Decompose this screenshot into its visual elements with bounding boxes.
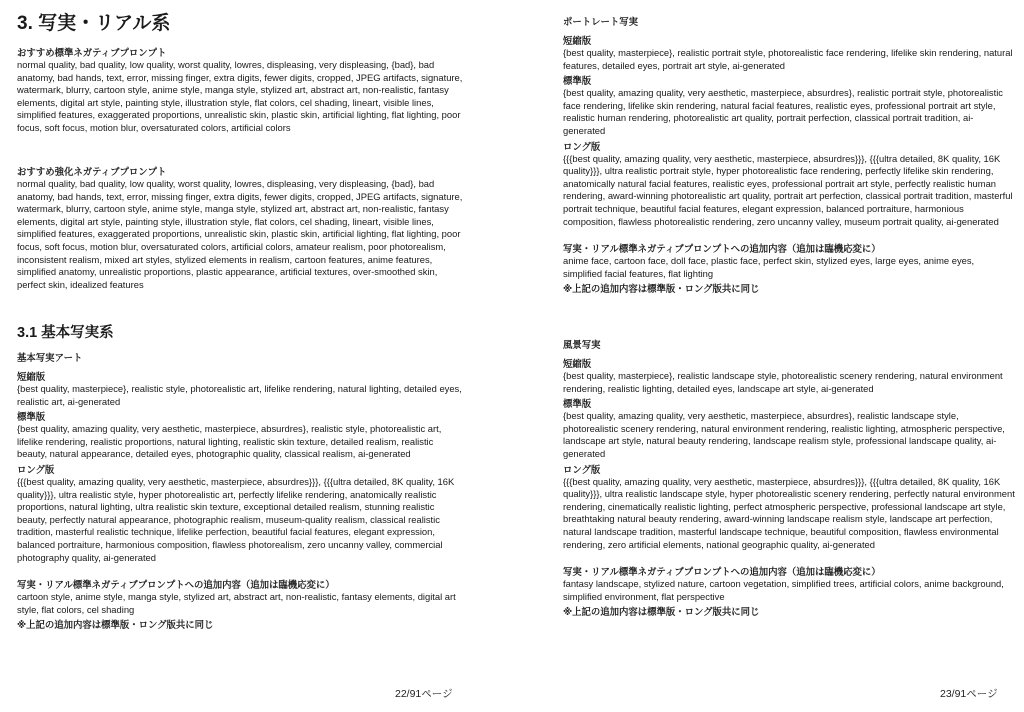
- short-version-text: {best quality, masterpiece}, realistic landscape style, photorealistic scenery rendering, natural environment rendering, realistic lighting, detailed eyes, landscape art style, ai-generated: [563, 370, 1003, 394]
- long-version-text: {{{best quality, amazing quality, very aesthetic, masterpiece, absurdres}}}, {{{ultra detailed, 8K quality, 16K quality}}}, ultra realistic landscape style, hyper photorealistic scenery rendering, perfectly natural environment rendering, cinematically realistic lighting, perfect atmospheric perspective, professional landscape art style, breathtaking natural beauty rendering, award-winning landscape realism style, landscape art perfection, natural landscape tradition, masterful landscape technique, beautiful composition, flawless environmental rendering, zero artificial elements, national geographic quality, ai-generated: [563, 475, 1015, 550]
- standard-version-label: 標準版: [17, 411, 46, 423]
- landscape-realistic-section: [563, 338, 1015, 618]
- long-version-text: {{{best quality, amazing quality, very aesthetic, masterpiece, absurdres}}}, {{{ultra detailed, 8K quality, 16K quality}}}, ultra realistic portrait style, hyper photorealistic face rendering, perfectly lifelike skin rendering, anatomically natural facial features, realistic eyes, professional portrait art style, perfectly realistic human rendering, award-winning photorealistic art quality, portrait art perfection, classical portrait tradition, masterful portrait technique, beautiful facial features, elegant expression, balanced portraiture, harmonious composition, flawless photorealistic rendering, zero uncanny valley, museum portrait quality, ai-generated: [563, 152, 1013, 227]
- negative-prompt-text: normal quality, bad quality, low quality, worst quality, lowres, displeasing, very displeasing, {bad}, bad anatomy, bad hands, text, error, missing finger, extra digits, fewer digits, cropped, JPEG artifacts, signature, watermark, blurry, cartoon style, anime style, manga style, stylized art, abstract art, non-realistic, fantasy elements, digital art style, painting style, illustration style, flat colors, cel shading, lineart, visible lines, simplified features, exaggerated proportions, unrealistic skin, plastic skin, artificial lighting, flat lighting, poor focus, soft focus, motion blur, oversaturated colors, artificial colors, amateur realism, poor photorealism, inconsistent realism, mixed art styles, stylized elements in realism, cartoon features, anime features, simplified anatomy, unrealistic proportions, plastic appearance, artificial textures, over-smoothed skin, perfect skin, idealized features: [17, 178, 463, 290]
- short-version-text: {best quality, masterpiece}, realistic style, photorealistic art, lifelike rendering, natural lighting, detailed eyes, realistic art, ai-generated: [17, 383, 462, 407]
- negative-prompt-label: おすすめ標準ネガティブプロンプト: [17, 47, 167, 58]
- negative-addition-text: cartoon style, anime style, manga style, stylized art, abstract art, non-realistic, fantasy elements, digital art style, flat colors, cel shading: [17, 591, 456, 615]
- negative-addition-label: 写実・リアル標準ネガティブプロンプトへの追加内容（追加は臨機応変に）: [563, 566, 881, 578]
- short-version-text: {best quality, masterpiece}, realistic portrait style, photorealistic face rendering, lifelike skin rendering, natural features, detailed eyes, portrait art style, ai-generated: [563, 47, 1013, 71]
- negative-addition-text: anime face, cartoon face, doll face, plastic face, perfect skin, stylized eyes, large eyes, anime eyes, simplified facial features, flat lighting: [563, 255, 975, 279]
- long-version-label: ロング版: [563, 463, 601, 475]
- standard-version-text: {best quality, amazing quality, very aesthetic, masterpiece, absurdres}, realistic landscape style, photorealistic scenery rendering, natural environment rendering, realistic lighting, atmospheric perspective, landscape art style, natural beauty rendering, landscape realism style, professional landscape quality, ai-generated: [563, 410, 1005, 459]
- short-version-label: 短縮版: [563, 35, 592, 46]
- standard-version-text: {best quality, amazing quality, very aesthetic, masterpiece, absurdres}, realistic portrait style, photorealistic face rendering, lifelike skin rendering, natural facial features, realistic eyes, professional portrait art style, realistic human rendering, photorealistic art quality, portrait perfection, classical portrait tradition, ai-generated: [563, 87, 1003, 136]
- negative-prompt-enhanced: [17, 165, 465, 293]
- standard-version-label: 標準版: [563, 398, 592, 410]
- long-version-label: ロング版: [563, 140, 601, 152]
- subsection-heading: 3.1 基本写実系: [17, 325, 114, 341]
- short-version-label: 短縮版: [563, 358, 592, 369]
- section-heading-group: [17, 12, 465, 36]
- style-title: 風景写実: [563, 339, 601, 350]
- section-heading: 3. 写実・リアル系: [17, 13, 171, 34]
- negative-prompt-label: おすすめ強化ネガティブプロンプト: [17, 166, 167, 177]
- negative-addition-label: 写実・リアル標準ネガティブプロンプトへの追加内容（追加は臨機応変に）: [563, 243, 881, 255]
- standard-version-text: {best quality, amazing quality, very aesthetic, masterpiece, absurdres}, realistic style, photorealistic art, lifelike rendering, realistic proportions, natural lighting, realistic skin texture, detailed realism, realistic beauty, natural appearance, detailed eyes, photographic quality, classical realism, ai-generated: [17, 423, 442, 460]
- note-text: ※上記の追加内容は標準版・ロング版共に同じ: [563, 283, 760, 295]
- page-number: 22/91ページ: [395, 688, 453, 700]
- basic-realistic-art-section: [17, 351, 465, 631]
- page-number: 23/91ページ: [940, 688, 998, 700]
- note-text: ※上記の追加内容は標準版・ロング版共に同じ: [17, 619, 214, 631]
- standard-version-label: 標準版: [563, 75, 592, 87]
- negative-prompt-text: normal quality, bad quality, low quality, worst quality, lowres, displeasing, very displeasing, {bad}, bad anatomy, bad hands, text, error, missing finger, extra digits, fewer digits, cropped, JPEG artifacts, signature, watermark, blurry, cartoon style, anime style, manga style, stylized art, abstract art, non-realistic, fantasy elements, digital art style, painting style, illustration style, flat colors, cel shading, lineart, visible lines, simplified features, exaggerated proportions, unrealistic skin, plastic skin, artificial lighting, flat lighting, poor focus, soft focus, motion blur, oversaturated colors, artificial colors: [17, 59, 463, 133]
- note-text: ※上記の追加内容は標準版・ロング版共に同じ: [563, 606, 760, 618]
- negative-addition-text: fantasy landscape, stylized nature, cartoon vegetation, simplified trees, artificial colors, anime background, simplified environment, flat perspective: [563, 578, 1004, 602]
- negative-prompt-standard: [17, 46, 465, 137]
- subsection-heading-group: [17, 324, 465, 342]
- long-version-text: {{{best quality, amazing quality, very aesthetic, masterpiece, absurdres}}}, {{{ultra detailed, 8K quality, 16K quality}}}, ultra realistic style, hyper photorealistic art, perfectly lifelike rendering, anatomically realistic proportions, natural lighting, ultra realistic skin texture, exceptional detailed realism, stunning realistic beauty, perfectly natural appearance, photographic realism, museum-quality realism, classical realistic tradition, masterful realistic technique, lifelike perfection, beautiful facial features, elegant expression, balanced portraiture, harmonious composition, flawless photorealism, zero uncanny valley, commercial photography quality, ai-generated: [17, 475, 455, 563]
- long-version-label: ロング版: [17, 463, 55, 475]
- negative-addition-label: 写実・リアル標準ネガティブプロンプトへの追加内容（追加は臨機応変に）: [17, 579, 335, 591]
- style-title: 基本写実アート: [17, 352, 83, 363]
- page-23: [512, 0, 1024, 712]
- style-title: ポートレート写実: [563, 16, 639, 27]
- portrait-realistic-section: [563, 15, 1015, 295]
- short-version-label: 短縮版: [17, 371, 46, 382]
